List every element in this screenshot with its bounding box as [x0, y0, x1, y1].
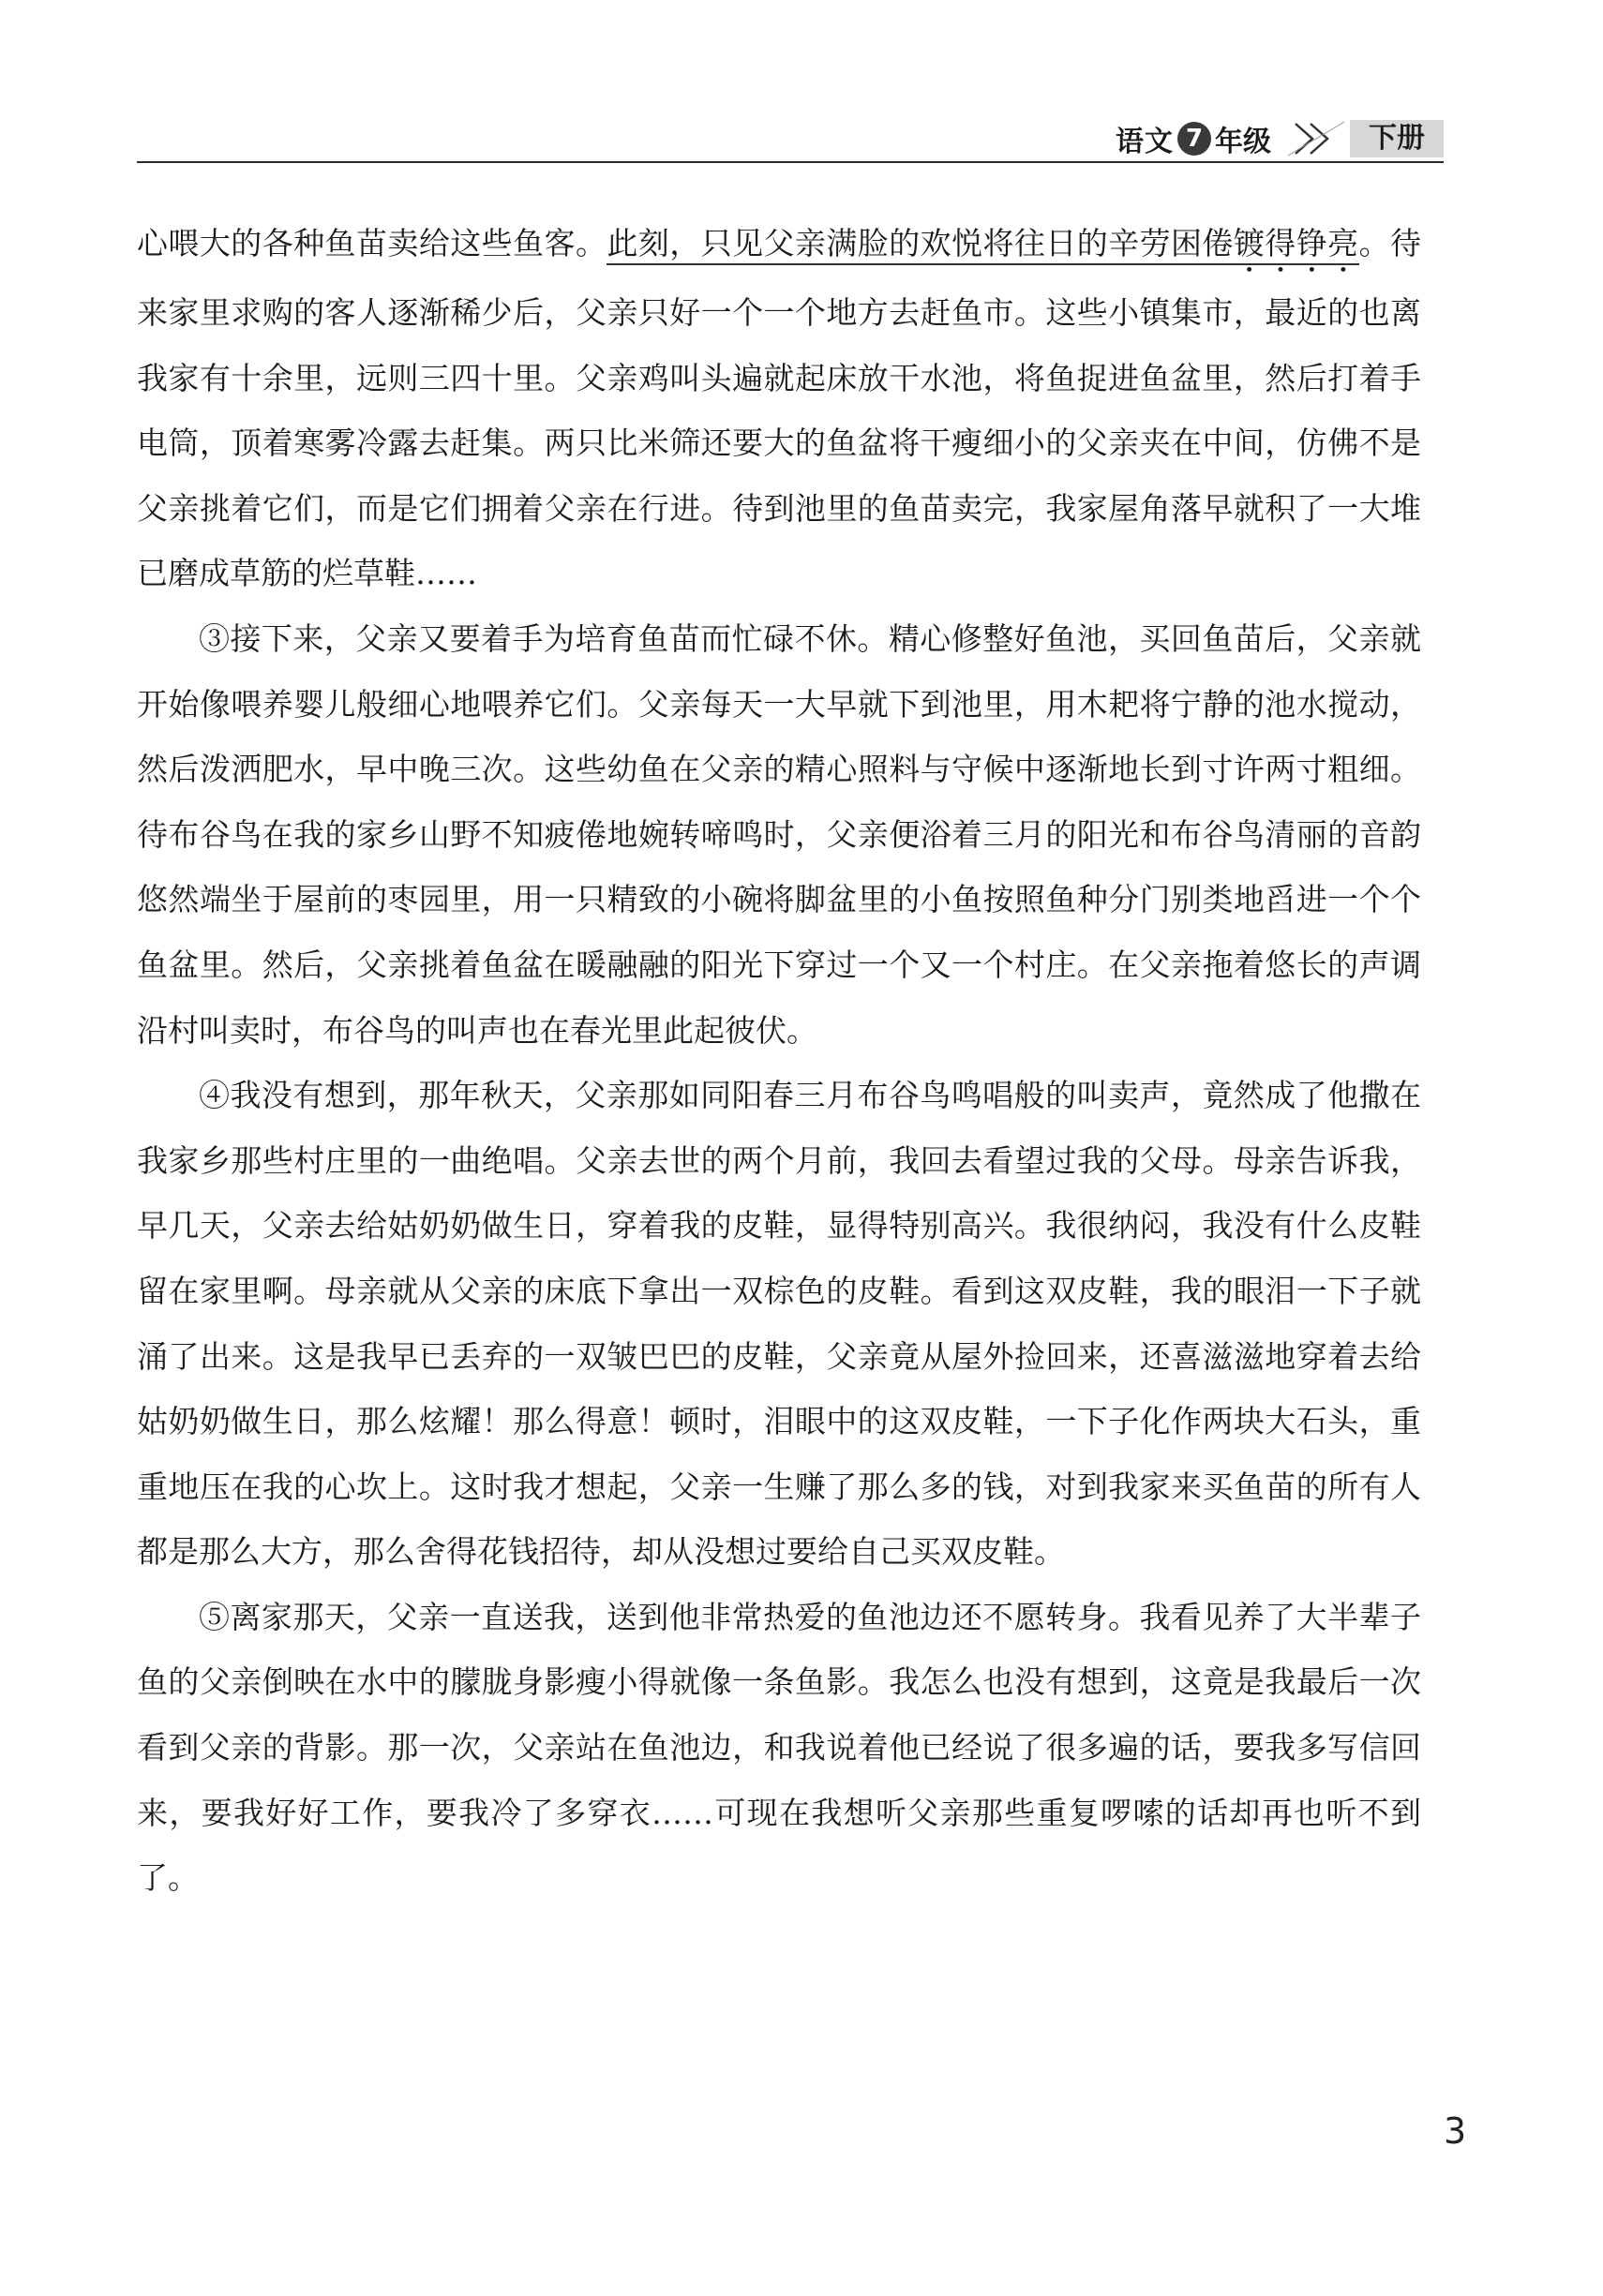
underlined-sentence [607, 225, 1358, 265]
paragraph-3: ③接下来，父亲又要着手为培育鱼苗而忙碌不休。精心修整好鱼池，买回鱼苗后，父亲就开始像喂养婴儿般细心地喂养它们。父亲每天一大早就下到池里，用木耙将宁静的池水搅动，然后泼洒肥水，早中晚三次。这些幼鱼在父亲的精心照料与守候中逐渐地长到寸许两寸粗细。待布谷鸟在我的家乡山野不知疲倦地婉转啼鸣时，父亲便浴着三月的阳光和布谷鸟清丽的音韵悠然端坐于屋前的枣园里，用一只精致的小碗将脚盆里的小鱼按照鱼种分门别类地舀进一个个鱼盆里。然后，父亲挑着鱼盆在暖融融的阳光下穿过一个又一个村庄。在父亲拖着悠长的声调沿村叫卖时，布谷鸟的叫声也在春光里此起彼伏。 [137, 619, 1421, 1049]
double-chevron-right-icon [1288, 120, 1344, 157]
paragraph-4: ④我没有想到，那年秋天，父亲那如同阳春三月布谷鸟鸣唱般的叫卖声，竟然成了他撒在我家乡那些村庄里的一曲绝唱。父亲去世的两个月前，我回去看望过我的父母。母亲告诉我，早几天，父亲去给姑奶奶做生日，穿着我的皮鞋，显得特别高兴。我很纳闷，我没有什么皮鞋留在家里啊。母亲就从父亲的床底下拿出一双棕色的皮鞋。看到这双皮鞋，我的眼泪一下子就涌了出来。这是我早已丢弃的一双皱巴巴的皮鞋，父亲竟从屋外捡回来，还喜滋滋地穿着去给姑奶奶做生日，那么炫耀！那么得意！顿时，泪眼中的这双皮鞋，一下子化作两块大石头，重重地压在我的心坎上。这时我才想起，父亲一生赚了那么多的钱，对到我家来买鱼苗的所有人都是那么大方，那么舍得花钱招待，却从没想过要给自己买双皮鞋。 [137, 1077, 1421, 1571]
page-number: 3 [1444, 2110, 1467, 2152]
header-title-group [1116, 118, 1444, 159]
emphasized-text: 镀得铮亮 [1233, 225, 1359, 261]
paragraph-2-continued [137, 211, 1421, 606]
grade-label: 年级 [1215, 126, 1271, 158]
paragraph-5: ⑤离家那天，父亲一直送我，送到他非常热爱的鱼池边还不愿转身。我看见养了大半辈子鱼的父亲倒映在水中的朦胧身影瘦小得就像一条鱼影。我怎么也没有想到，这竟是我最后一次看到父亲的背影。那一次，父亲站在鱼池边，和我说着他已经说了很多遍的话，要我多写信回来，要我好好工作，要我冷了多穿衣……可现在我想听父亲那些重复啰嗦的话却再也听不到了。 [137, 1598, 1421, 1897]
page-header [137, 118, 1444, 163]
volume-label: 下册 [1350, 120, 1444, 157]
subject-label: 语文 [1116, 126, 1174, 158]
article-body [137, 211, 1421, 1911]
paragraph-text: 。待来家里求购的客人逐渐稀少后，父亲只好一个一个地方去赶鱼市。这些小镇集市，最近的也离我家有十余里，远则三四十里。父亲鸡叫头遍就起床放干水池，将鱼捉进鱼盆里，然后打着手电筒，顶着寒雾冷露去赶集。两只比米筛还要大的鱼盆将干瘦细小的父亲夹在中间，仿佛不是父亲挑着它们，而是它们拥着父亲在行进。待到池里的鱼苗卖完，我家屋角落早就积了一大堆已磨成草筋的烂草鞋…… [137, 225, 1422, 592]
underlined-text: 此刻，只见父亲满脸的欢悦将往日的辛劳困倦 [607, 225, 1234, 261]
paragraph-text: 心喂大的各种鱼苗卖给这些鱼客。 [137, 225, 607, 261]
grade-number-badge: 7 [1177, 122, 1211, 156]
